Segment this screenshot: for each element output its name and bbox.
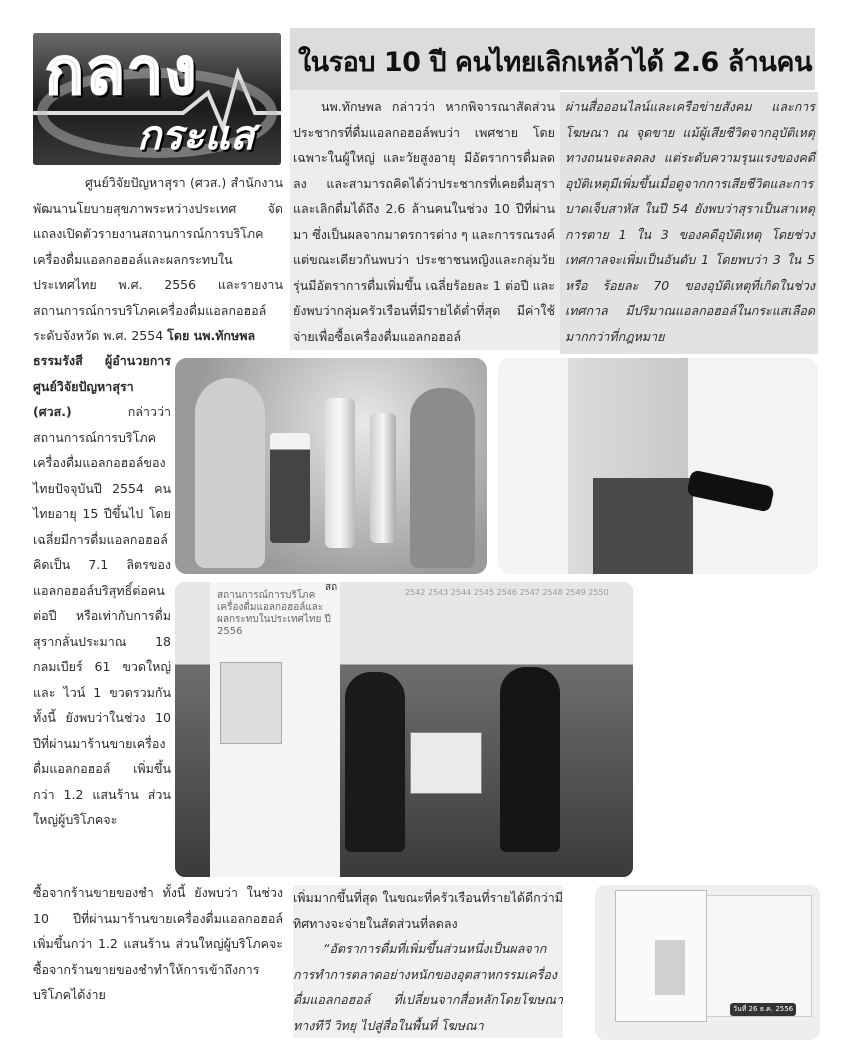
right-column-text: ผ่านสื่อออนไลน์และเครือข่ายสังคม และการโฆษณา ณ จุดขาย แม้ผู้เสียชีวิตจากอุบัติเหตุทางถนนจะลดลง แต่ระดับความรุนแรงของคดีอุบัติเหตุมีเพิ่มขึ้นเมื่อดูจากการเสียชีวิตและการบาดเจ็บสาหัส ในปี 54 ยังพบว่าสุราเป็นสาเหตุการตาย 1 ใน 3 ของคดีอุบัติเหตุ โดยช่วงเทศกาลจะเพิ่มเป็นอันดับ 1 โดยพบว่า 3 ใน 5 หรือ ร้อยละ 70 ของอุบัติเหตุที่เกิดในช่วงเทศกาล มีปริมาณแอลกอฮอล์ในกระแสเลือดมากกว่าที่กฎหมาย bbox=[565, 99, 815, 344]
report-book-spine bbox=[655, 940, 685, 995]
champagne-glass-2 bbox=[370, 413, 396, 543]
logo-bottom-word: กระแส bbox=[137, 113, 255, 159]
mid-column-text: นพ.ทักษพล กล่าวว่า หากพิจารณาสัดส่วนประชากรที่ดื่มแอลกอฮอล์พบว่า เพศชาย โดยเฉพาะในผู้ใหญ่ และวัยสูงอายุ มีอัตราการดื่มลดลง และสามารถคิดได้ว่าประชากรที่เคยดื่มสุราและเลิกดื่มได้ถึง 2.6 ล้านคนในช่วง 10 ปีที่ผ่านมา ซึ่งเป็นผลจากมาตรการต่าง ๆ และการรณรงค์ แต่ขณะเดียวกันพบว่า ประชาชนหญิงและกลุ่มวัยรุ่นมีอัตราการดื่มเพิ่มขึ้น เฉลี่ยร้อยละ 1 ต่อปี และยังพบว่ากลุ่มครัวเรือนที่มีรายได้ต่ำที่สุด มีค่าใช้จ่ายเพื่อซื้อเครื่องดื่มแอลกอฮอล์ bbox=[293, 99, 555, 344]
bottom-mid-text: เพิ่มมากขึ้นที่สุด ในขณะที่ครัวเรือนที่รายได้ดีกว่ามีทิศทางจะจ่ายในสัดส่วนที่ลดลง bbox=[293, 890, 563, 931]
report-map bbox=[690, 895, 812, 1017]
section-logo bbox=[33, 33, 281, 165]
headline: ในรอบ 10 ปี คนไทยเลิกเหล้าได้ 2.6 ล้านคน bbox=[298, 47, 812, 78]
left-narrow-column bbox=[33, 348, 171, 833]
banner-poster bbox=[220, 662, 282, 744]
speaker-right bbox=[500, 667, 560, 852]
byline-b: ธรรมรังสี ผู้อำนวยการศูนย์วิจัยปัญหาสุรา (ศวส.) bbox=[33, 353, 171, 419]
byline-a: โดย นพ.ทักษพล bbox=[167, 328, 256, 343]
toast-photo bbox=[175, 358, 487, 574]
report-display bbox=[410, 732, 482, 794]
banner-text: สถานการณ์การบริโภคเครื่องดื่มแอลกอฮอล์และผลกระทบในประเทศไทย ปี 2556 bbox=[217, 590, 331, 637]
champagne-glass-1 bbox=[325, 398, 355, 548]
report-box-photo bbox=[595, 885, 820, 1040]
left-narrow-text: กล่าวว่า สถานการณ์การบริโภคเครื่องดื่มแอลกอฮอล์ของไทยปัจจุบันปี 2554 คนไทยอายุ 15 ปีขึ้นไป โดยเฉลี่ยมีการดื่มแอลกอฮอล์คิดเป็น 7.1 ลิตรของแอลกอฮอล์บริสุทธิ์ต่อคนต่อปี หรือเท่ากับการดื่มสุรากลั่นประมาณ 18 กลมเบียร์ 61 ขวดใหญ่ และ ไวน์ 1 ขวดรวมกัน ทั้งนี้ ยังพบว่าในช่วง 10 ปีที่ผ่านมาร้านขายเครื่องดื่มแอลกอฮอล์ เพิ่มขึ้นกว่า 1.2 แสนร้าน ส่วนใหญ่ผู้บริโภคจะ bbox=[33, 404, 171, 827]
left-intro-text: ศูนย์วิจัยปัญหาสุรา (ศวส.) สำนักงานพัฒนานโยบายสุขภาพระหว่างประเทศ จัดแถลงเปิดตัวรายงานสถานการณ์การบริโภคเครื่องดื่มแอลกอฮอล์และผลกระทบในประเทศไทย พ.ศ. 2556 และรายงานสถานการณ์การบริโภคเครื่องดื่มแอลกอฮอล์ระดับจังหวัด พ.ศ. 2554 bbox=[33, 175, 283, 343]
left-intro bbox=[33, 170, 283, 349]
logo-top-word: กลาง bbox=[45, 35, 199, 109]
person-left bbox=[195, 378, 265, 568]
left-bottom-text: ซื้อจากร้านขายของชำ ทั้งนี้ ยังพบว่า ในช่วง 10 ปีที่ผ่านมาร้านขายเครื่องดื่มแอลกอฮอล์ เพิ่มขึ้นกว่า 1.2 แสนร้าน ส่วนใหญ่ผู้บริโภคจะซื้อจากร้านขายของชำทำให้การเข้าถึงการบริโภคได้ง่าย bbox=[33, 885, 283, 1002]
beer-glass bbox=[270, 433, 310, 543]
bottom-mid-block bbox=[293, 885, 563, 1038]
bottle-photo bbox=[498, 358, 818, 574]
screen-corner-text: สถ bbox=[325, 582, 338, 593]
box-date-label: วันที่ 26 ธ.ค. 2556 bbox=[730, 1003, 796, 1016]
bottom-mid-quote: “อัตราการดื่มที่เพิ่มขึ้นส่วนหนึ่งเป็นผลจากการทำการตลาดอย่างหนักของอุตสาหกรรมเครื่องดื่มแอลกอฮอล์ ที่เปลี่ยนจากสื่อหลักโดยโฆษณาทางทีวี วิทยุ ไปสู่สื่อในพื้นที่ โฆษณา bbox=[293, 941, 563, 1033]
wine-bottle bbox=[686, 469, 775, 512]
screen-numbers: 2542 2543 2544 2545 2546 2547 2548 2549 2550 bbox=[405, 588, 609, 597]
press-conference-photo bbox=[175, 582, 633, 877]
person-right bbox=[410, 388, 475, 568]
man-leg bbox=[593, 478, 693, 574]
speaker-left bbox=[345, 672, 405, 852]
